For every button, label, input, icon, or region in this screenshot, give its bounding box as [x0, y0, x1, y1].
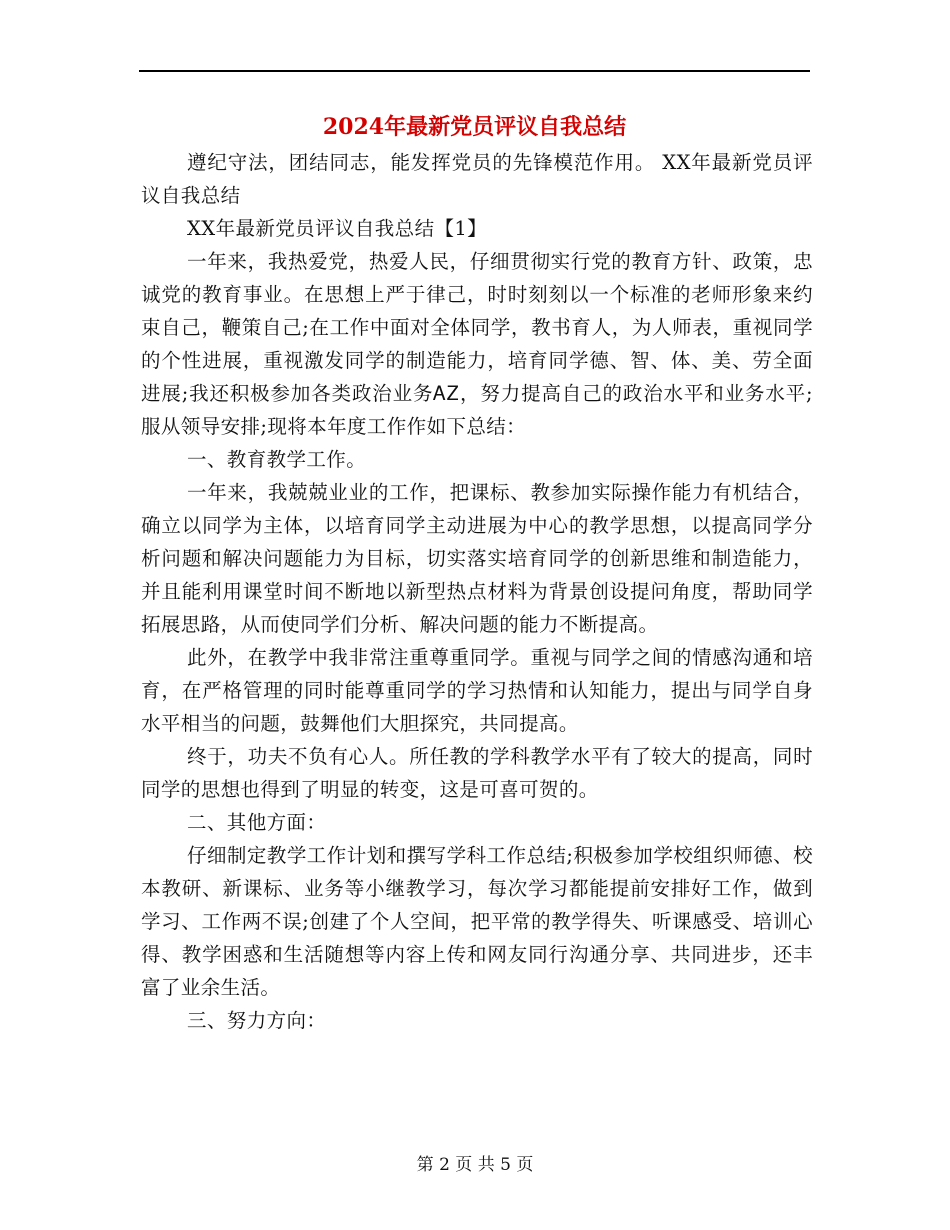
body-paragraph-6: 仔细制定教学工作计划和撰写学科工作总结;积极参加学校组织师德、校本教研、新课标、业务等小继教学习，每次学习都能提前安排好工作，做到学习、工作两不误;创建了个人空间，把平常的教学得失、听课感受、培训心得、教学困惑和生活随想等内容上传和网友同行沟通分享、共同进步，还丰富了业余生活。: [141, 844, 813, 999]
header-rule: [139, 70, 810, 72]
document-title: 2024年最新党员评议自我总结: [322, 114, 627, 140]
section-heading-other: 二、其他方面：: [187, 811, 327, 834]
body-paragraph-2: 一年来，我热爱党，热爱人民，仔细贯彻实行党的教育方针、政策，忠诚党的教育事业。在思想上严于律己，时时刻刻以一个标准的老师形象来约束自己，鞭策自己;在工作中面对全体同学，教书育人，为人师表，重视同学的个性进展，重视激发同学的制造能力，培育同学德、智、体、美、劳全面进展;我还积极参加各类政治业务ᎪᏃ，努力提高自己的政治水平和业务水平;服从领导安排;现将本年度工作作如下总结：: [141, 250, 813, 438]
body-paragraph-4: 此外，在教学中我非常注重尊重同学。重视与同学之间的情感沟通和培育，在严格管理的同时能尊重同学的学习热情和认知能力，提出与同学自身水平相当的问题，鼓舞他们大胆探究，共同提高。: [141, 646, 813, 735]
body-paragraph-1: 遵纪守法，团结同志，能发挥党员的先锋模范作用。 XX年最新党员评议自我总结: [141, 151, 813, 207]
section-heading-direction: 三、努力方向：: [187, 1009, 327, 1032]
body-paragraph-3: 一年来，我兢兢业业的工作，把课标、教参加实际操作能力有机结合，确立以同学为主体，以培育同学主动进展为中心的教学思想，以提高同学分析问题和解决问题能力为目标，切实落实培育同学的创新思维和制造能力，并且能利用课堂时间不断地以新型热点材料为背景创设提问角度，帮助同学拓展思路，从而使同学们分析、解决问题的能力不断提高。: [141, 481, 813, 636]
section-heading-teaching: 一、教育教学工作。: [187, 448, 367, 471]
body-paragraph-5: 终于，功夫不负有心人。所任教的学科教学水平有了较大的提高，同时同学的思想也得到了明显的转变，这是可喜可贺的。: [141, 745, 813, 801]
page-footer: [0, 1153, 950, 1177]
section-heading-summary-1: XX年最新党员评议自我总结【1】: [187, 217, 488, 240]
document-body: [141, 146, 813, 1037]
page-number-label: 第 2 页 共 5 页: [416, 1155, 534, 1175]
